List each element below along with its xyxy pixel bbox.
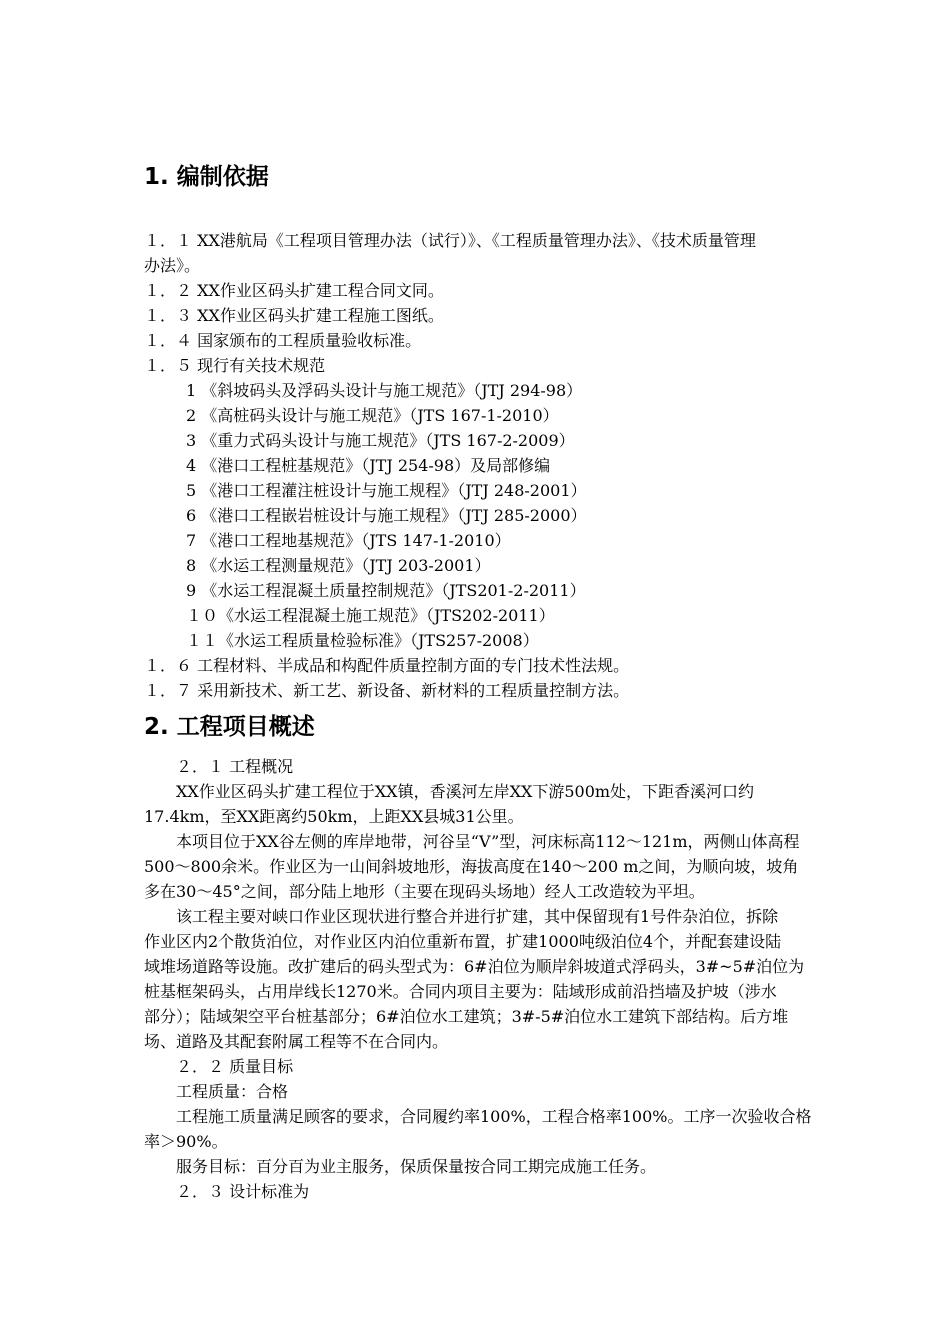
overview-paragraph-3-line: 该工程主要对峡口作业区现状进行整合并进行扩建，其中保留现有1号件杂泊位，拆除 — [176, 907, 779, 926]
overview-paragraph-3-line: 作业区内2个散货泊位，对作业区内泊位重新布置，扩建1000吨级泊位4个，并配套建设陆 — [144, 932, 782, 951]
standard-item: １０《水运工程混凝土施工规范》（JTS202-2011） — [186, 606, 555, 625]
basis-item-1-7: １．７ 采用新技术、新工艺、新设备、新材料的工程质量控制方法。 — [144, 681, 630, 700]
overview-paragraph-3-line: 桩基框架码头，占用岸线长1270米。合同内项目主要为：陆域形成前沿挡墙及护坡（涉水 — [144, 982, 777, 1001]
standard-item: 9 《水运工程混凝土质量控制规范》（JTS201-2-2011） — [186, 581, 586, 600]
basis-item-1-1-cont: 办法》。 — [144, 256, 201, 275]
overview-paragraph-3-line: 部分）；陆域架空平台桩基部分；6#泊位水工建筑；3#-5#泊位水工建筑下部结构。后方堆 — [144, 1007, 789, 1026]
standard-item: 1 《斜坡码头及浮码头设计与施工规范》（JTJ 294-98） — [186, 381, 583, 400]
standard-item: 5 《港口工程灌注桩设计与施工规程》（JTJ 248-2001） — [186, 481, 587, 500]
subsection-2-3-heading: ２．３ 设计标准为 — [176, 1182, 310, 1201]
overview-paragraph-2-line: 500～800余米。作业区为一山间斜坡地形，海拔高度在140～200 m之间，为顺向坡，坡角 — [144, 857, 799, 876]
basis-item-1-3: １．３ XX作业区码头扩建工程施工图纸。 — [144, 306, 444, 325]
basis-item-1-4: １．４ 国家颁布的工程质量验收标准。 — [144, 331, 422, 350]
basis-item-1-5: １．５ 现行有关技术规范 — [144, 356, 326, 375]
subsection-2-2-heading: ２．２ 质量目标 — [176, 1057, 294, 1076]
basis-item-1-1: １．１ XX港航局《工程项目管理办法（试行）》、《工程质量管理办法》、《技术质量管理 — [144, 231, 756, 250]
quality-target-line: 率＞90%。 — [144, 1132, 228, 1151]
standard-item: 4 《港口工程桩基规范》（JTJ 254-98）及局部修编 — [186, 456, 551, 475]
standard-item: 2 《高桩码头设计与施工规范》（JTS 167-1-2010） — [186, 406, 559, 425]
basis-item-1-6: １．６ 工程材料、半成品和构配件质量控制方面的专门技术性法规。 — [144, 656, 630, 675]
standard-item: 6 《港口工程嵌岩桩设计与施工规程》（JTJ 285-2000） — [186, 506, 587, 525]
subsection-2-1-heading: ２．１ 工程概况 — [176, 757, 294, 776]
quality-target-line: 工程施工质量满足顾客的要求，合同履约率100%，工程合格率100%。工序一次验收合格 — [176, 1107, 812, 1126]
overview-paragraph-2-line: 本项目位于XX谷左侧的库岸地带，河谷呈“V”型，河床标高112～121m，两侧山体高程 — [176, 832, 800, 851]
overview-paragraph-3-line: 场、道路及其配套附属工程等不在合同内。 — [144, 1032, 449, 1051]
section-1-title: 1. 编制依据 — [144, 164, 269, 190]
overview-paragraph-1-line: 17.4km，至XX距离约50km，上距XX县城31公里。 — [144, 807, 524, 826]
overview-paragraph-2-line: 多在30～45°之间，部分陆上地形（主要在现码头场地）经人工改造较为平坦。 — [144, 882, 705, 901]
standard-item: １１《水运工程质量检验标准》（JTS257-2008） — [186, 631, 539, 650]
overview-paragraph-1-line: XX作业区码头扩建工程位于XX镇，香溪河左岸XX下游500m处，下距香溪河口约 — [176, 782, 755, 801]
basis-item-1-2: １．２ XX作业区码头扩建工程合同文同。 — [144, 281, 444, 300]
standard-item: 7 《港口工程地基规范》（JTS 147-1-2010） — [186, 531, 511, 550]
section-2-title: 2. 工程项目概述 — [144, 714, 315, 740]
quality-target-line: 工程质量：合格 — [176, 1082, 289, 1101]
standard-item: 3 《重力式码头设计与施工规范》（JTS 167-2-2009） — [186, 431, 575, 450]
standard-item: 8 《水运工程测量规范》（JTJ 203-2001） — [186, 556, 491, 575]
service-target-line: 服务目标：百分百为业主服务，保质保量按合同工期完成施工任务。 — [176, 1157, 657, 1176]
overview-paragraph-3-line: 域堆场道路等设施。改扩建后的码头型式为：6#泊位为顺岸斜坡道式浮码头，3#~5#泊位为 — [144, 957, 805, 976]
